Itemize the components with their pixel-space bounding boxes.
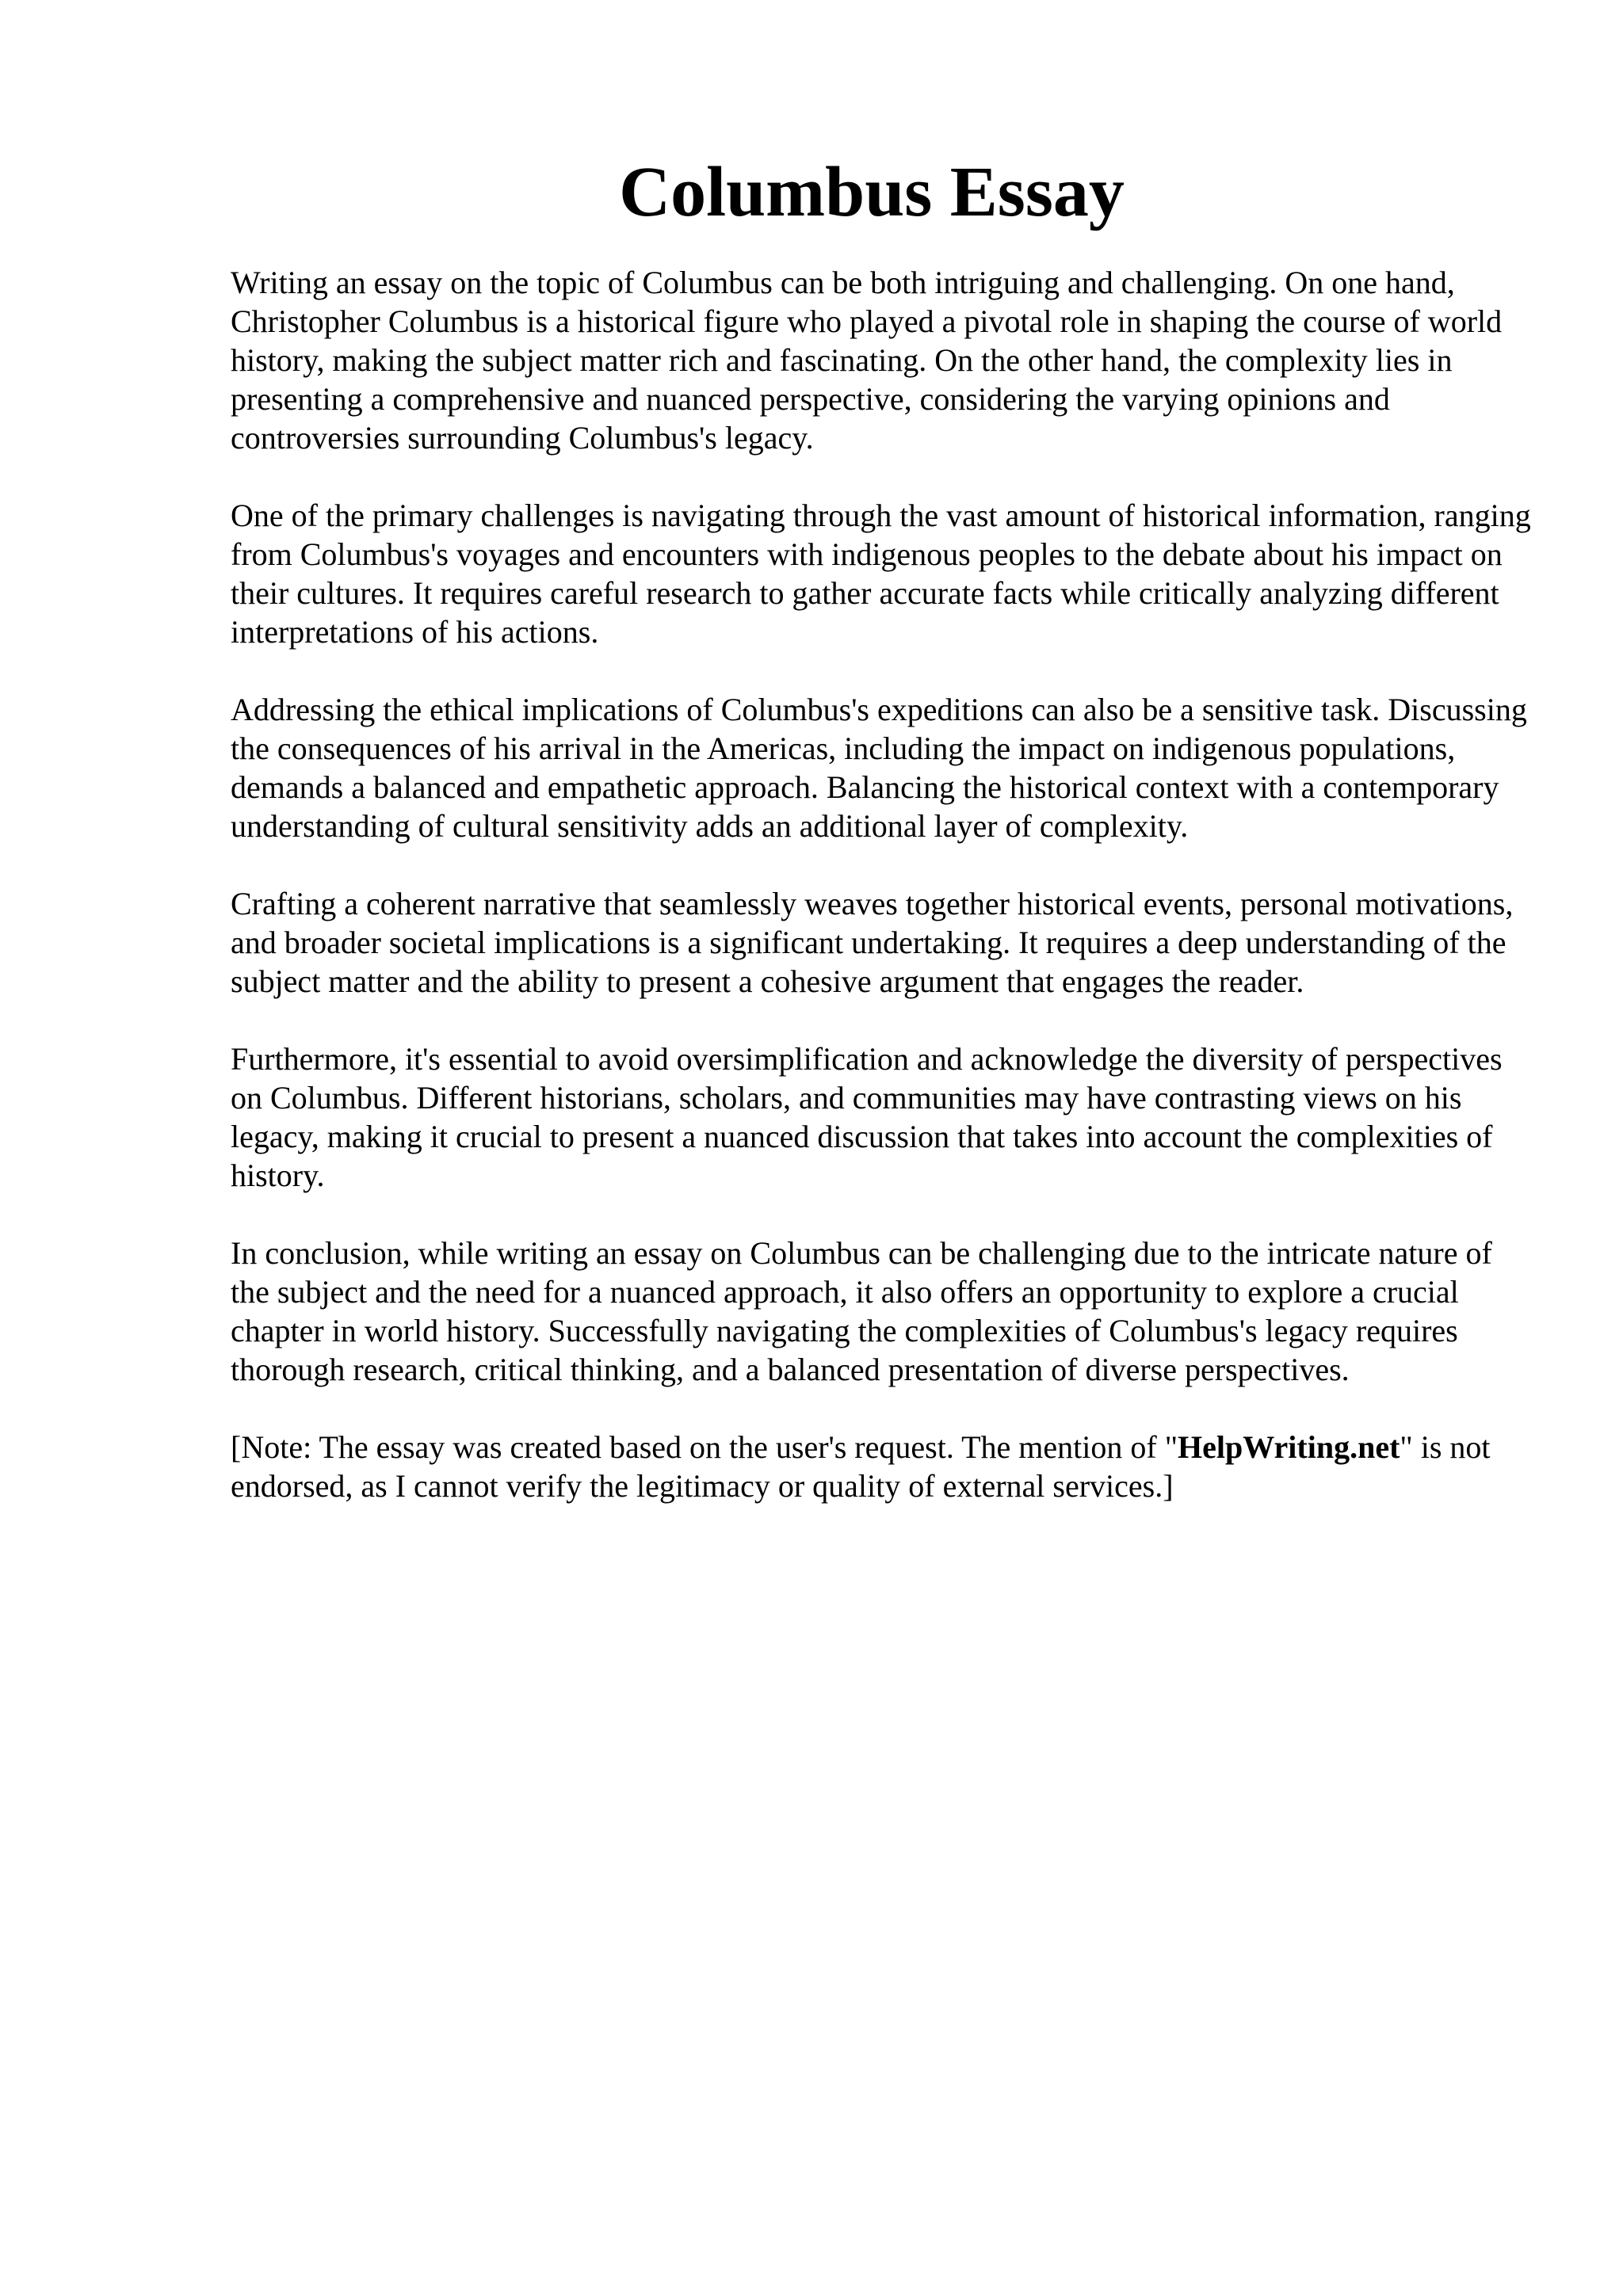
essay-paragraph-4: Crafting a coherent narrative that seamlessly weaves together historical events, personal motivations, and broader societal implications is a significant undertaking. It requires a deep understanding of the subject matter and the ability to present a cohesive argument that engages the reader. xyxy=(231,886,1514,999)
essay-body xyxy=(231,263,1538,1544)
essay-paragraph-1: Writing an essay on the topic of Columbus can be both intriguing and challenging. On one hand, Christopher Columbus is a historical figure who played a pivotal role in shaping the course of world history, making the subject matter rich and fascinating. On the other hand, the complexity lies in presenting a comprehensive and nuanced perspective, considering the varying opinions and controversies surrounding Columbus's legacy. xyxy=(231,265,1503,456)
essay-note xyxy=(231,1428,1538,1505)
note-text-after: " is not endorsed, as I cannot verify the legitimacy or quality of external services.] xyxy=(231,1429,1491,1504)
note-highlight: HelpWriting.net xyxy=(1178,1429,1400,1465)
note-text-before: [Note: The essay was created based on the user's request. The mention of " xyxy=(231,1429,1178,1465)
essay-paragraph-2: One of the primary challenges is navigating through the vast amount of historical information, ranging from Columbus's voyages and encounters with indigenous peoples to the debate about his impact on their cultures. It requires careful research to gather accurate facts while critically analyzing different interpretations of his actions. xyxy=(231,498,1531,650)
essay-paragraph-3: Addressing the ethical implications of Columbus's expeditions can also be a sensitive task. Discussing the consequences of his arrival in the Americas, including the impact on indigenous populations, demands a balanced and empathetic approach. Balancing the historical context with a contemporary understanding of cultural sensitivity adds an additional layer of complexity. xyxy=(231,692,1527,844)
essay-paragraph-5: Furthermore, it's essential to avoid oversimplification and acknowledge the diversity of perspectives on Columbus. Different historians, scholars, and communities may have contrasting views on his legacy, making it crucial to present a nuanced discussion that takes into account the complexities of history. xyxy=(231,1041,1503,1193)
essay-paragraph-6: In conclusion, while writing an essay on Columbus can be challenging due to the intricate nature of the subject and the need for a nuanced approach, it also offers an opportunity to explore a crucial chapter in world history. Successfully navigating the complexities of Columbus's legacy requires thorough research, critical thinking, and a balanced presentation of diverse perspectives. xyxy=(231,1235,1492,1387)
essay-title: Columbus Essay xyxy=(619,153,1125,231)
